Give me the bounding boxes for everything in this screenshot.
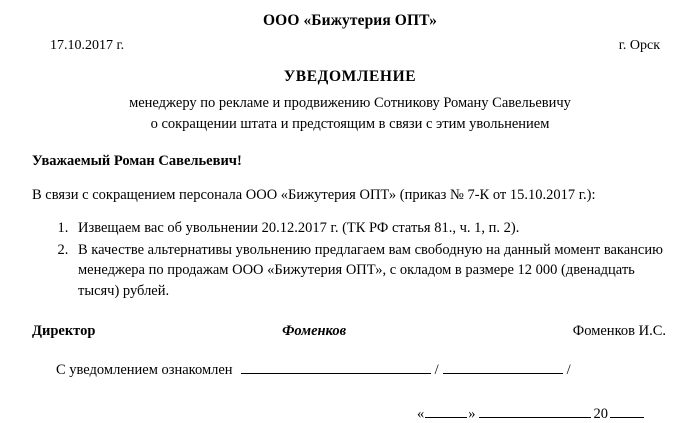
list-item: 1. Извещаем вас об увольнении 20.12.2017 г. (ТК РФ статья 81., ч. 1, п. 2). — [72, 218, 672, 239]
page-title: УВЕДОМЛЕНИЕ — [283, 68, 417, 85]
handwritten-signature: Фоменков — [282, 323, 347, 340]
notice-items-list — [28, 218, 672, 301]
day-input-line[interactable] — [425, 405, 467, 418]
year-input-line[interactable] — [610, 405, 644, 418]
organization-title: ООО «Бижутерия ОПТ» — [263, 12, 437, 29]
document-date: 17.10.2017 г. — [50, 38, 125, 53]
list-item: 2. В качестве альтернативы увольнению предлагаем вам свободную на данный момент вакансию менеджера по продажам ООО «Бижутерия ОПТ», с окладом в размере 12 000 (двенадцать тысяч) рублей. — [72, 240, 672, 302]
document-city: г. Орск — [618, 38, 660, 53]
quote-close: » — [468, 405, 476, 422]
subject-line-1: менеджеру по рекламе и продвижению Сотникову Роману Савельевичу — [129, 95, 571, 111]
month-input-line[interactable] — [479, 405, 591, 418]
quote-open: « — [417, 405, 425, 422]
salutation: Уважаемый Роман Савельевич! — [32, 153, 242, 170]
acknowledgement-row — [28, 360, 672, 378]
acknowledgement-separator-1: / — [434, 361, 439, 378]
signatory-role: Директор — [32, 323, 96, 340]
acknowledgement-name-line[interactable] — [443, 360, 563, 373]
intro-paragraph: В связи с сокращением персонала ООО «Бижутерия ОПТ» (приказ № 7-К от 15.10.2017 г.): — [32, 187, 596, 204]
year-prefix: 20 — [593, 405, 608, 422]
acknowledgement-separator-2: / — [566, 361, 571, 378]
document-subject — [28, 93, 672, 135]
subject-line-2: о сокращении штата и предстоящим в связи с этим увольнением — [150, 116, 550, 133]
acknowledgement-signature-line[interactable] — [241, 360, 431, 373]
signatory-name: Фоменков И.С. — [572, 323, 666, 340]
acknowledgement-label: С уведомлением ознакомлен — [56, 361, 233, 378]
footer-date-row — [28, 405, 672, 423]
signature-row — [28, 323, 672, 340]
meta-row — [28, 38, 672, 54]
